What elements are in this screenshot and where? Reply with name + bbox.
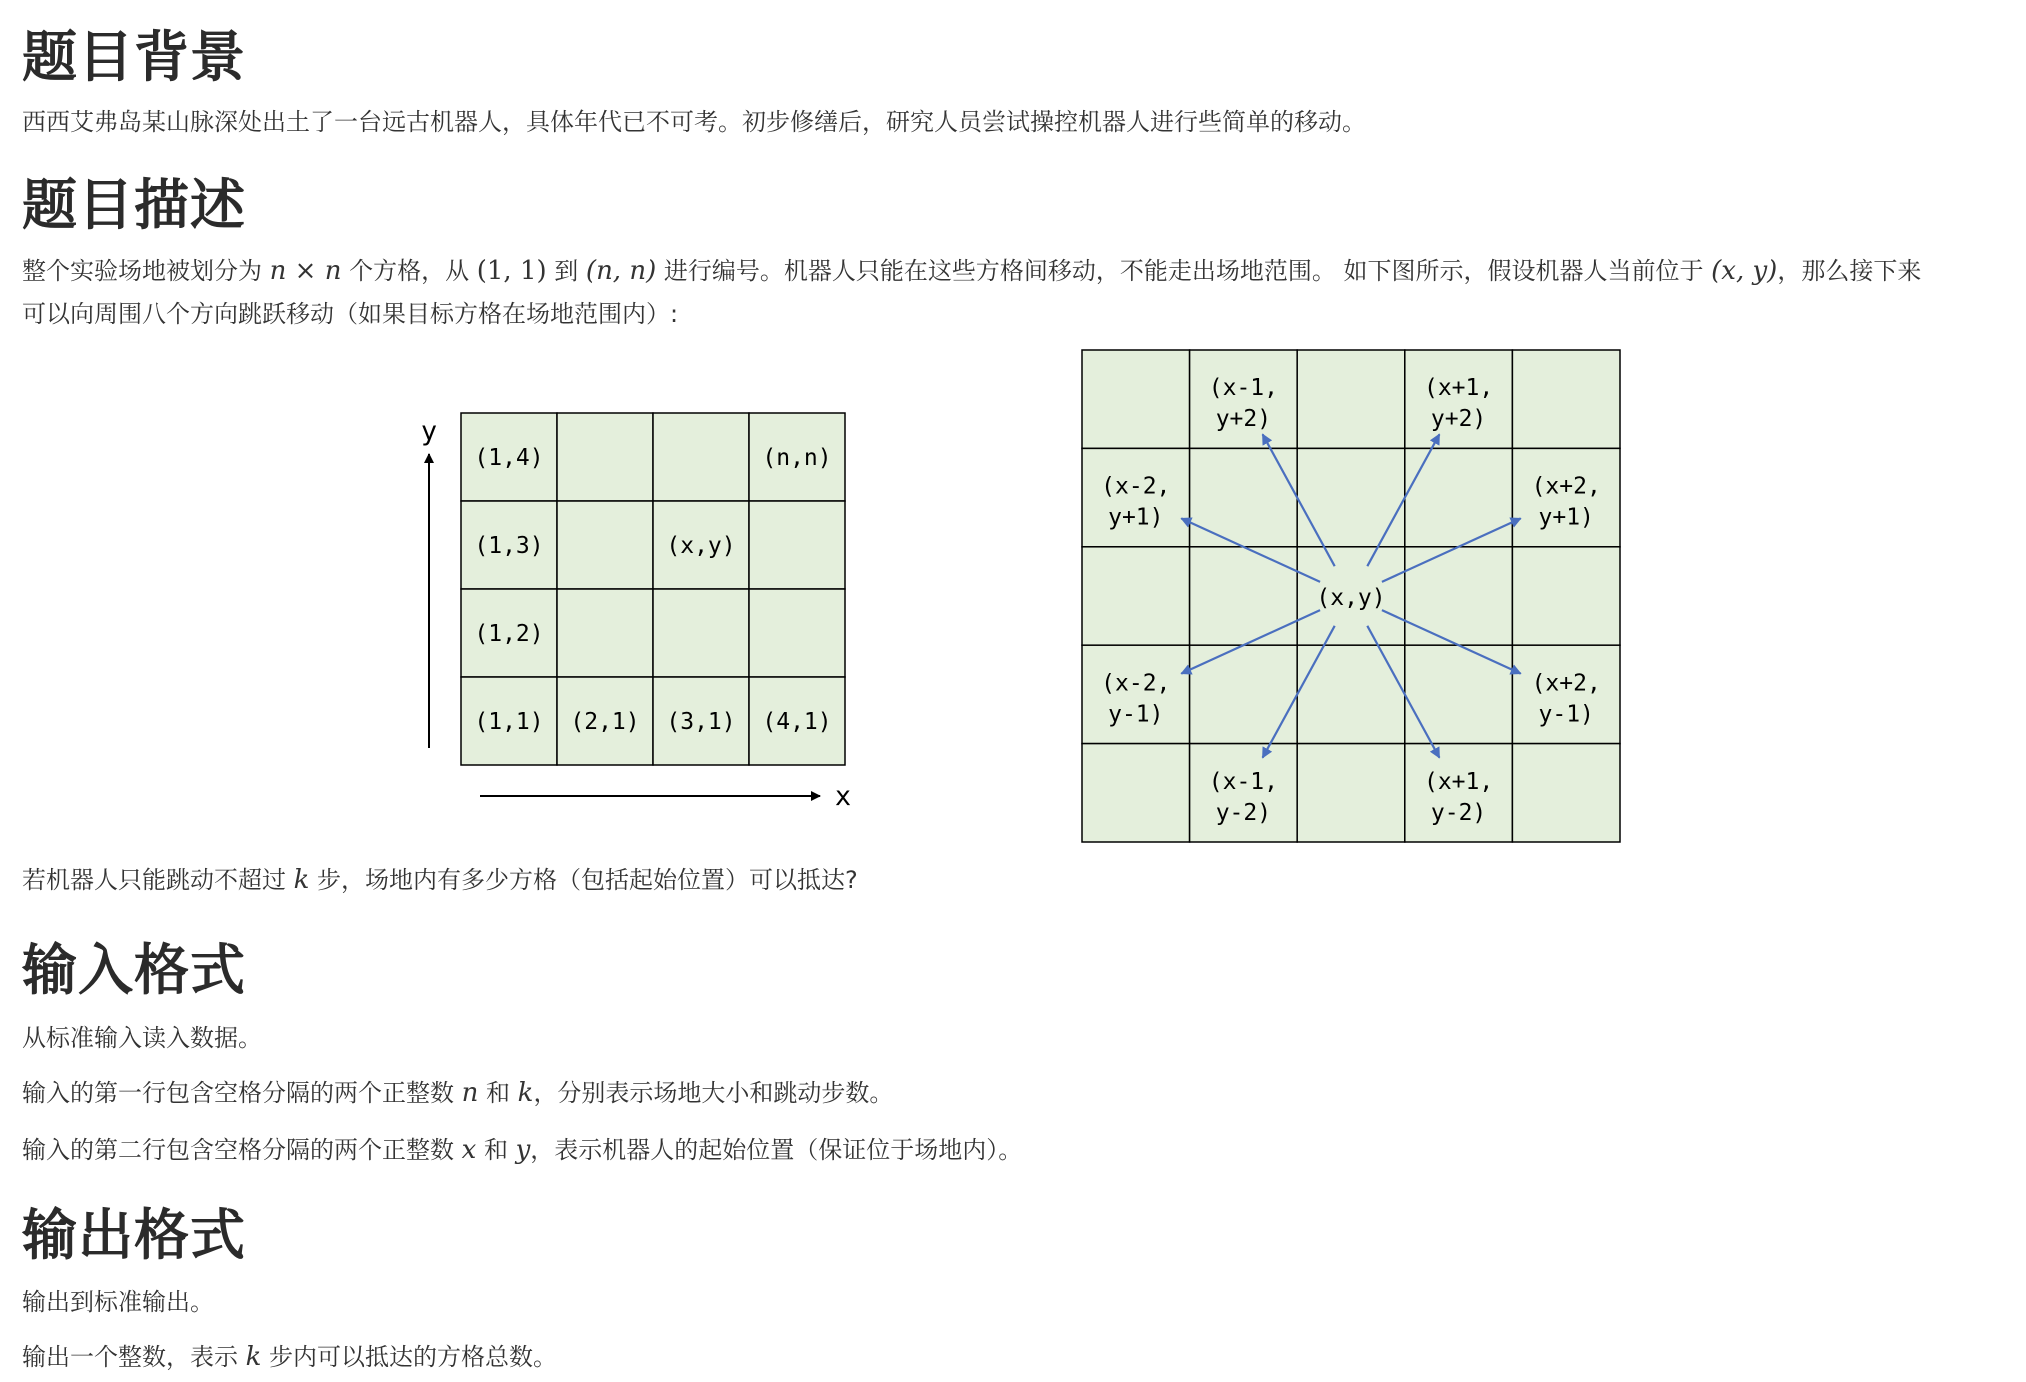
desc-math-grid-size: n × n xyxy=(269,256,342,286)
desc-text-5: ，那么接下来 xyxy=(1777,257,1922,285)
move-grid-cell xyxy=(1297,645,1405,743)
move-target-label: (x-1, xyxy=(1208,768,1279,795)
input-line3-math-x: x xyxy=(461,1135,477,1165)
move-grid-cell xyxy=(1082,744,1190,842)
figure-area xyxy=(22,340,2012,860)
move-target-label: (x+1, xyxy=(1423,375,1494,402)
knight-move-figure xyxy=(1082,350,1620,842)
description-heading: 题目描述 xyxy=(22,173,247,237)
move-target-label: (x-2, xyxy=(1101,473,1171,500)
move-grid-cell xyxy=(1297,744,1405,842)
grid-cell xyxy=(653,413,749,501)
input-line-2 xyxy=(22,1075,893,1111)
question-line xyxy=(22,862,858,898)
description-line-1 xyxy=(22,253,1921,289)
input-line2-math-n: n xyxy=(461,1078,479,1108)
background-text: 西西艾弗岛某山脉深处出土了一台远古机器人，具体年代已不可考。初步修缮后，研究人员尝试操控机器人进行些简单的移动。 xyxy=(22,108,1366,136)
grid-cell xyxy=(557,589,653,677)
grid-cell xyxy=(653,589,749,677)
output-line2-text-1: 输出一个整数，表示 xyxy=(22,1343,238,1371)
grid-cell-label: (1,3) xyxy=(474,533,544,559)
move-target-label: y-1) xyxy=(1538,701,1594,728)
move-target-label: y+1) xyxy=(1108,504,1164,531)
desc-text-3: 到 xyxy=(554,257,579,285)
move-grid-cell xyxy=(1405,448,1513,546)
move-target-label: y+2) xyxy=(1430,406,1487,433)
move-target-label: y-2) xyxy=(1215,799,1272,826)
movement-figure xyxy=(22,340,2012,860)
move-target-label: y-2) xyxy=(1430,799,1487,826)
grid-cell xyxy=(749,501,845,589)
move-target-label: (x+2, xyxy=(1531,473,1601,500)
input-line-1: 从标准输入读入数据。 xyxy=(22,1024,262,1052)
output-line2-text-2: 步内可以抵达的方格总数。 xyxy=(269,1343,558,1371)
grid-cell xyxy=(557,413,653,501)
y-axis-label: y xyxy=(420,416,438,447)
grid-cell xyxy=(749,589,845,677)
grid-cell-label: (x,y) xyxy=(666,533,736,559)
move-target-label: y-1) xyxy=(1108,701,1164,728)
output-line2-math-k: k xyxy=(245,1342,262,1372)
input-line3-text-2: 和 xyxy=(483,1136,508,1164)
grid-cell-label: (1,2) xyxy=(474,621,544,647)
input-line2-text-2: 和 xyxy=(486,1079,511,1107)
output-heading: 输出格式 xyxy=(22,1203,247,1267)
question-math-k: k xyxy=(293,865,310,895)
output-line-1: 输出到标准输出。 xyxy=(22,1288,214,1316)
move-target-label: y+2) xyxy=(1215,406,1272,433)
move-grid-cell xyxy=(1297,448,1405,546)
move-grid-cell xyxy=(1297,350,1405,448)
move-target-label: (x+1, xyxy=(1423,768,1494,795)
input-line2-text-3: ，分别表示场地大小和跳动步数。 xyxy=(533,1079,894,1107)
grid-cell-label: (n,n) xyxy=(762,445,832,471)
desc-math-end: (n, n) xyxy=(585,256,657,286)
grid-cell xyxy=(557,501,653,589)
desc-math-position: (x, y) xyxy=(1711,256,1778,286)
desc-text-1: 整个实验场地被划分为 xyxy=(22,257,262,285)
move-grid-cell xyxy=(1512,744,1620,842)
move-target-label: y+1) xyxy=(1538,504,1594,531)
move-grid-cell xyxy=(1512,350,1620,448)
move-grid-cell xyxy=(1190,547,1298,645)
center-position-label: (x,y) xyxy=(1316,585,1386,611)
move-grid-cell xyxy=(1190,645,1298,743)
desc-text-2: 个方格，从 xyxy=(349,257,470,285)
question-text-2: 步，场地内有多少方格（包括起始位置）可以抵达? xyxy=(317,866,858,894)
x-axis-label: x xyxy=(834,781,852,812)
grid-cell-label: (1,1) xyxy=(474,709,544,735)
grid-cell-label: (1,4) xyxy=(474,445,544,471)
move-grid-cell xyxy=(1405,547,1513,645)
move-grid-cell xyxy=(1190,448,1298,546)
move-grid-cell xyxy=(1082,350,1190,448)
question-text-1: 若机器人只能跳动不超过 xyxy=(22,866,286,894)
output-line-2 xyxy=(22,1339,557,1375)
input-line-3 xyxy=(22,1132,1022,1168)
input-line3-math-y: y xyxy=(515,1135,531,1165)
move-target-label: (x-2, xyxy=(1101,670,1171,697)
grid-cell-label: (2,1) xyxy=(570,709,640,735)
move-grid-cell xyxy=(1405,645,1513,743)
coordinate-grid-figure xyxy=(421,413,851,812)
input-line3-text-1: 输入的第二行包含空格分隔的两个正整数 xyxy=(22,1136,454,1164)
input-line3-text-3: ，表示机器人的起始位置（保证位于场地内）。 xyxy=(530,1136,1023,1164)
move-target-label: (x-1, xyxy=(1208,375,1279,402)
move-target-label: (x+2, xyxy=(1531,670,1601,697)
input-line2-text-1: 输入的第一行包含空格分隔的两个正整数 xyxy=(22,1079,454,1107)
move-grid-cell xyxy=(1512,547,1620,645)
grid-cell-label: (3,1) xyxy=(666,709,736,735)
desc-text-4: 进行编号。机器人只能在这些方格间移动，不能走出场地范围。 如下图所示，假设机器人当前位于 xyxy=(663,257,1704,285)
grid-cell-label: (4,1) xyxy=(762,709,832,735)
background-heading: 题目背景 xyxy=(22,25,247,89)
input-line2-math-k: k xyxy=(517,1078,534,1108)
description-line-2: 可以向周围八个方向跳跃移动（如果目标方格在场地范围内）: xyxy=(22,300,679,328)
input-heading: 输入格式 xyxy=(22,938,247,1002)
move-grid-cell xyxy=(1082,547,1190,645)
desc-math-start: (1, 1) xyxy=(476,256,547,286)
